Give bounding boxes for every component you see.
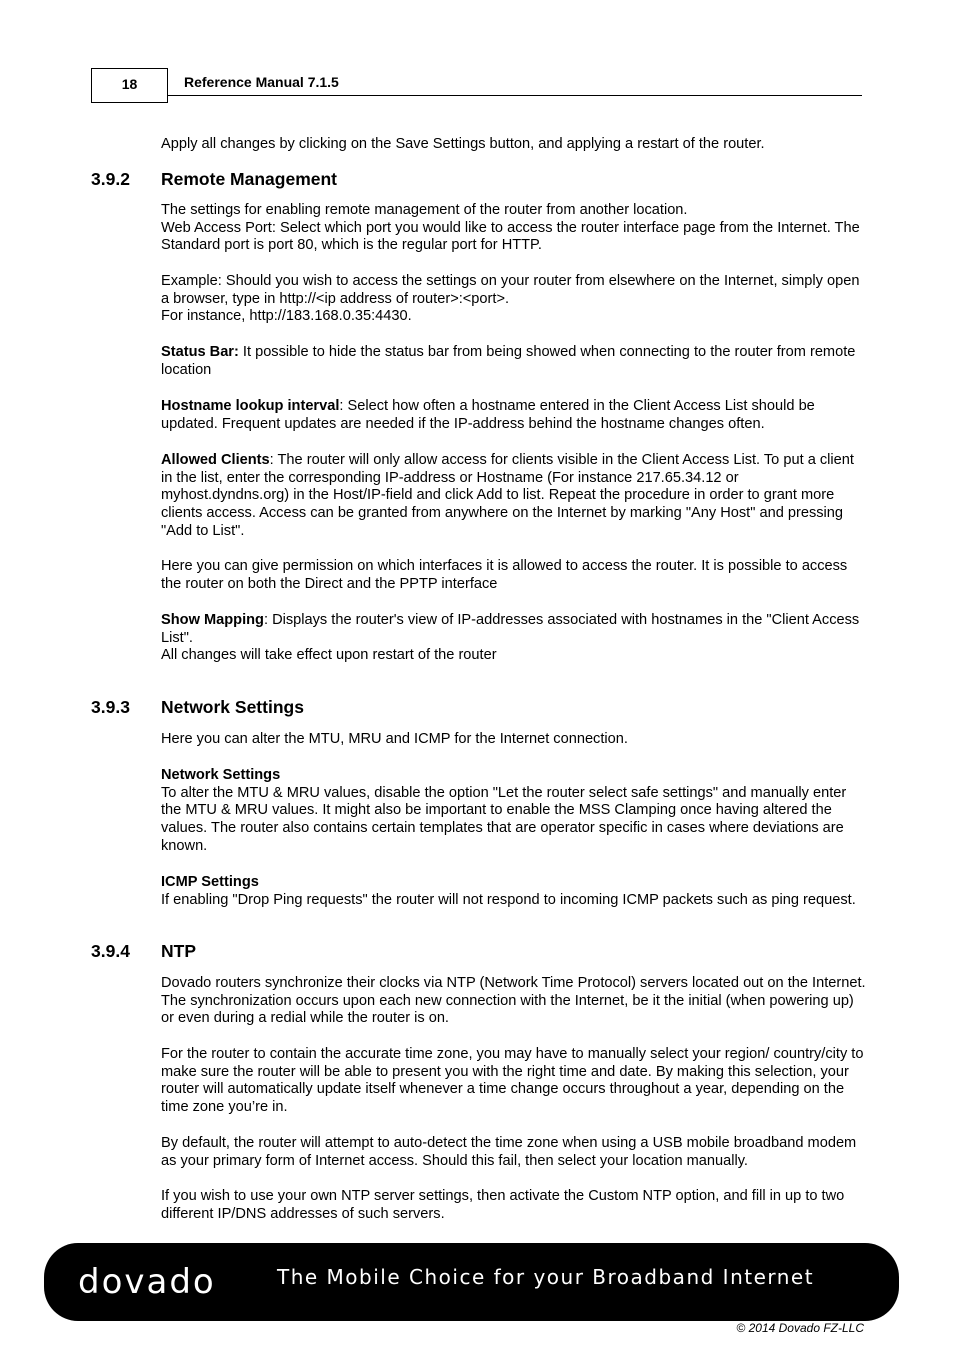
paragraph bbox=[161, 202, 866, 255]
copyright-notice: © 2014 Dovado FZ-LLC bbox=[736, 1321, 864, 1335]
dovado-logo: dovado bbox=[78, 1262, 216, 1302]
page-number: 18 bbox=[91, 68, 168, 103]
intro-paragraph: Apply all changes by clicking on the Save Settings button, and applying a restart of the router. bbox=[161, 136, 765, 152]
text: : Select how often a hostname entered in the Client Access List should be updated. Frequent updates are needed if the IP-address behind the hostname changes often. bbox=[161, 398, 815, 432]
text: All changes will take effect upon restart of the router bbox=[161, 647, 497, 664]
section-heading-3-9-3 bbox=[91, 697, 304, 718]
text: Web Access Port: Select which port you would like to access the router interface page from the Internet. The Standard port is port 80, which is the regular port for HTTP. bbox=[161, 219, 860, 254]
term: Hostname lookup interval bbox=[161, 398, 340, 414]
section-title: NTP bbox=[161, 941, 196, 961]
term: Allowed Clients bbox=[161, 452, 270, 468]
section-heading-3-9-2 bbox=[91, 169, 337, 190]
section-heading-3-9-4 bbox=[91, 941, 196, 962]
term: Status Bar: bbox=[161, 344, 239, 360]
paragraph: For the router to contain the accurate time zone, you may have to manually select your region/ country/city to make sure the router will be able to present you with the right time and date. By making this selection, your router will automatically update itself whenever a time change occurs throughout a year, depending on the time zone you’re in. bbox=[161, 1046, 864, 1116]
text: The settings for enabling remote management of the router from another location. bbox=[161, 202, 688, 218]
paragraph-icmp-settings bbox=[161, 874, 866, 909]
paragraph-status-bar bbox=[161, 344, 866, 379]
paragraph-permission: Here you can give permission on which interfaces it is allowed to access the router. It is possible to access the router on both the Direct and the PPTP interface bbox=[161, 558, 848, 592]
section-number: 3.9.3 bbox=[91, 697, 130, 717]
text: : The router will only allow access for clients visible in the Client Access List. To put a client in the list, enter the corresponding IP-address or Hostname (For instance 217.65.34.12 or myhost.dyndns.org) in the Host/IP-field and click Add to list. Repeat the procedure in order to grant more clients access. Access can be granted from anywhere on the Internet by marking "Any Host" and pressing "Add to List". bbox=[161, 452, 854, 539]
section-number: 3.9.4 bbox=[91, 941, 130, 961]
running-header-title: Reference Manual 7.1.5 bbox=[184, 74, 339, 90]
paragraph-network-settings bbox=[161, 767, 866, 856]
term: Show Mapping bbox=[161, 612, 264, 628]
paragraph-show-mapping bbox=[161, 612, 866, 665]
text: It possible to hide the status bar from being showed when connecting to the router from remote location bbox=[161, 344, 856, 378]
paragraph bbox=[161, 273, 866, 326]
subheading: ICMP Settings bbox=[161, 874, 259, 890]
paragraph-hostname bbox=[161, 398, 866, 433]
text: To alter the MTU & MRU values, disable the option "Let the router select safe settings" and manually enter the MTU & MRU values. It might also be important to enable the MSS Clamping once having altered the values. The router also contains certain templates that are operator specific in cases where deviations are known. bbox=[161, 784, 847, 854]
text: For instance, http://183.168.0.35:4430. bbox=[161, 308, 412, 325]
paragraph: Dovado routers synchronize their clocks via NTP (Network Time Protocol) servers located out on the Internet. The synchronization occurs upon each new connection with the Internet, be it the initial (when powering up) or even during a redial while the router is on. bbox=[161, 975, 866, 1027]
paragraph-allowed-clients bbox=[161, 452, 866, 541]
text: : Displays the router's view of IP-addresses associated with hostnames in the "Client Access List". bbox=[161, 612, 860, 646]
section-title: Remote Management bbox=[161, 169, 338, 189]
section-number: 3.9.2 bbox=[91, 169, 130, 189]
text: If enabling "Drop Ping requests" the router will not respond to incoming ICMP packets such as ping request. bbox=[161, 891, 856, 908]
header-rule bbox=[168, 95, 862, 96]
paragraph: By default, the router will attempt to auto-detect the time zone when using a USB mobile broadband modem as your primary form of Internet access. Should this fail, then select your location manually. bbox=[161, 1135, 857, 1169]
subheading: Network Settings bbox=[161, 767, 281, 783]
footer-tagline: The Mobile Choice for your Broadband Internet bbox=[277, 1265, 815, 1289]
paragraph: If you wish to use your own NTP server settings, then activate the Custom NTP option, and fill in up to two different IP/DNS addresses of such servers. bbox=[161, 1188, 845, 1222]
section-title: Network Settings bbox=[161, 697, 304, 717]
text: Example: Should you wish to access the settings on your router from elsewhere on the Internet, simply open a browser, type in http://<ip address of router>:<port>. bbox=[161, 273, 860, 307]
paragraph: Here you can alter the MTU, MRU and ICMP for the Internet connection. bbox=[161, 731, 628, 747]
